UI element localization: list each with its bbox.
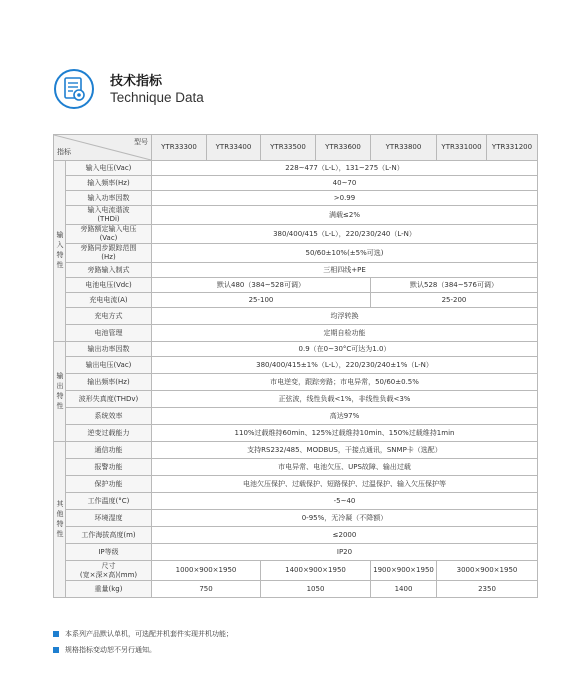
group-label-input: 输入特性 (54, 161, 66, 342)
spec-name: 重量(kg) (66, 581, 152, 598)
spec-name: 电池电压(Vdc) (66, 278, 152, 293)
table-row (54, 527, 538, 544)
spec-value: 750 (152, 581, 261, 598)
spec-value: 3000×900×1950 (437, 561, 538, 581)
spec-name: 逆变过载能力 (66, 425, 152, 442)
spec-value: 110%过载维持60min、125%过载维持10min、150%过载维持1min (152, 425, 538, 442)
group-label-output: 输出特性 (54, 342, 66, 442)
spec-value: 1400 (371, 581, 437, 598)
spec-value: 1000×900×1950 (152, 561, 261, 581)
spec-value: 380/400/415±1%（L-L），220/230/240±1%（L-N） (152, 357, 538, 374)
table-row (54, 191, 538, 206)
spec-value: 高达97% (152, 408, 538, 425)
spec-value: 25-100 (152, 293, 371, 308)
spec-value: IP20 (152, 544, 538, 561)
spec-name: 通信功能 (66, 442, 152, 459)
spec-value: 40~70 (152, 176, 538, 191)
corner-spec-label: 指标 (57, 148, 71, 156)
corner-model-label: 型号 (134, 138, 148, 146)
spec-name: 工作海拔高度(m) (66, 527, 152, 544)
footnote-item (53, 642, 233, 658)
spec-value: -5~40 (152, 493, 538, 510)
table-row (54, 206, 538, 225)
spec-name: 工作温度(°C) (66, 493, 152, 510)
spec-name: 输入功率因数 (66, 191, 152, 206)
spec-value: 默认528（384~576可调） (371, 278, 538, 293)
table-row (54, 325, 538, 342)
spec-value: 满载≤2% (152, 206, 538, 225)
spec-value: 电池欠压保护、过载保护、短路保护、过温保护、输入欠压保护等 (152, 476, 538, 493)
spec-value: 正弦波，线性负载<1%，非线性负载<3% (152, 391, 538, 408)
spec-table (53, 134, 538, 598)
table-row (54, 342, 538, 357)
table-row (54, 561, 538, 581)
table-row (54, 161, 538, 176)
spec-name: 输出电压(Vac) (66, 357, 152, 374)
table-row (54, 581, 538, 598)
model-header: YTR33600 (316, 135, 371, 161)
spec-value: 2350 (437, 581, 538, 598)
spec-name: 旁路同步跟踪范围 (Hz) (66, 244, 152, 263)
spec-sheet-gear-icon (53, 68, 95, 110)
spec-name: 输入电压(Vac) (66, 161, 152, 176)
spec-value: >0.99 (152, 191, 538, 206)
table-row (54, 425, 538, 442)
table-row (54, 357, 538, 374)
table-corner-cell (54, 135, 152, 161)
table-row (54, 244, 538, 263)
table-row (54, 493, 538, 510)
section-subtitle: Technique Data (110, 90, 204, 105)
square-bullet-icon (53, 647, 59, 653)
footnote-text: 规格指标变动恕不另行通知。 (65, 646, 156, 654)
spec-value: 均浮转换 (152, 308, 538, 325)
table-row (54, 225, 538, 244)
spec-name: 报警功能 (66, 459, 152, 476)
spec-name: 充电方式 (66, 308, 152, 325)
spec-name: 保护功能 (66, 476, 152, 493)
table-row (54, 544, 538, 561)
table-row (54, 510, 538, 527)
spec-value: 支持RS232/485、MODBUS，干接点通讯，SNMP卡（选配） (152, 442, 538, 459)
model-header: YTR33800 (371, 135, 437, 161)
table-header-row (54, 135, 538, 161)
table-row (54, 278, 538, 293)
table-row (54, 176, 538, 191)
spec-name: 波形失真度(THDv) (66, 391, 152, 408)
spec-value: 50/60±10%(±5%可选) (152, 244, 538, 263)
spec-value: 0-95%，无冷凝（不降额） (152, 510, 538, 527)
group-label-other: 其他特性 (54, 442, 66, 598)
model-header: YTR33500 (261, 135, 316, 161)
table-row (54, 442, 538, 459)
spec-name: 旁路额定输入电压 (Vac) (66, 225, 152, 244)
spec-value: 定期自检功能 (152, 325, 538, 342)
model-header: YTR33300 (152, 135, 207, 161)
spec-value: 380/400/415（L-L），220/230/240（L-N） (152, 225, 538, 244)
spec-value: 228~477（L-L），131~275（L-N） (152, 161, 538, 176)
spec-name: 电池管理 (66, 325, 152, 342)
spec-value: 默认480（384~528可调） (152, 278, 371, 293)
spec-name: 充电电流(A) (66, 293, 152, 308)
table-row (54, 459, 538, 476)
square-bullet-icon (53, 631, 59, 637)
table-row (54, 263, 538, 278)
spec-name: 旁路输入制式 (66, 263, 152, 278)
table-row (54, 476, 538, 493)
spec-name: 环境湿度 (66, 510, 152, 527)
table-row (54, 293, 538, 308)
spec-value: 25-200 (371, 293, 538, 308)
table-row (54, 391, 538, 408)
spec-name: 输出频率(Hz) (66, 374, 152, 391)
spec-name: 输出功率因数 (66, 342, 152, 357)
table-row (54, 308, 538, 325)
footnote-text: 本系列产品默认单机，可选配并机套件实现并机功能； (65, 630, 233, 638)
spec-name: 输入频率(Hz) (66, 176, 152, 191)
model-header: YTR331000 (437, 135, 487, 161)
table-row (54, 374, 538, 391)
spec-name: 系统效率 (66, 408, 152, 425)
table-row (54, 408, 538, 425)
spec-value: ≤2000 (152, 527, 538, 544)
footnotes (53, 626, 233, 658)
footnote-item (53, 626, 233, 642)
spec-value: 市电逆变，跟踪旁路；市电异常，50/60±0.5% (152, 374, 538, 391)
spec-name: IP等级 (66, 544, 152, 561)
spec-value: 市电异常、电池欠压、UPS故障、输出过载 (152, 459, 538, 476)
spec-value: 0.9（在0~30°C可达为1.0） (152, 342, 538, 357)
spec-value: 1050 (261, 581, 371, 598)
spec-value: 1900×900×1950 (371, 561, 437, 581)
model-header: YTR33400 (207, 135, 261, 161)
spec-value: 三相四线+PE (152, 263, 538, 278)
spec-name: 尺寸 (宽×深×高)(mm) (66, 561, 152, 581)
spec-value: 1400×900×1950 (261, 561, 371, 581)
spec-name: 输入电流谐波 (THDi) (66, 206, 152, 225)
model-header: YTR331200 (487, 135, 538, 161)
section-title: 技术指标 (110, 74, 163, 89)
